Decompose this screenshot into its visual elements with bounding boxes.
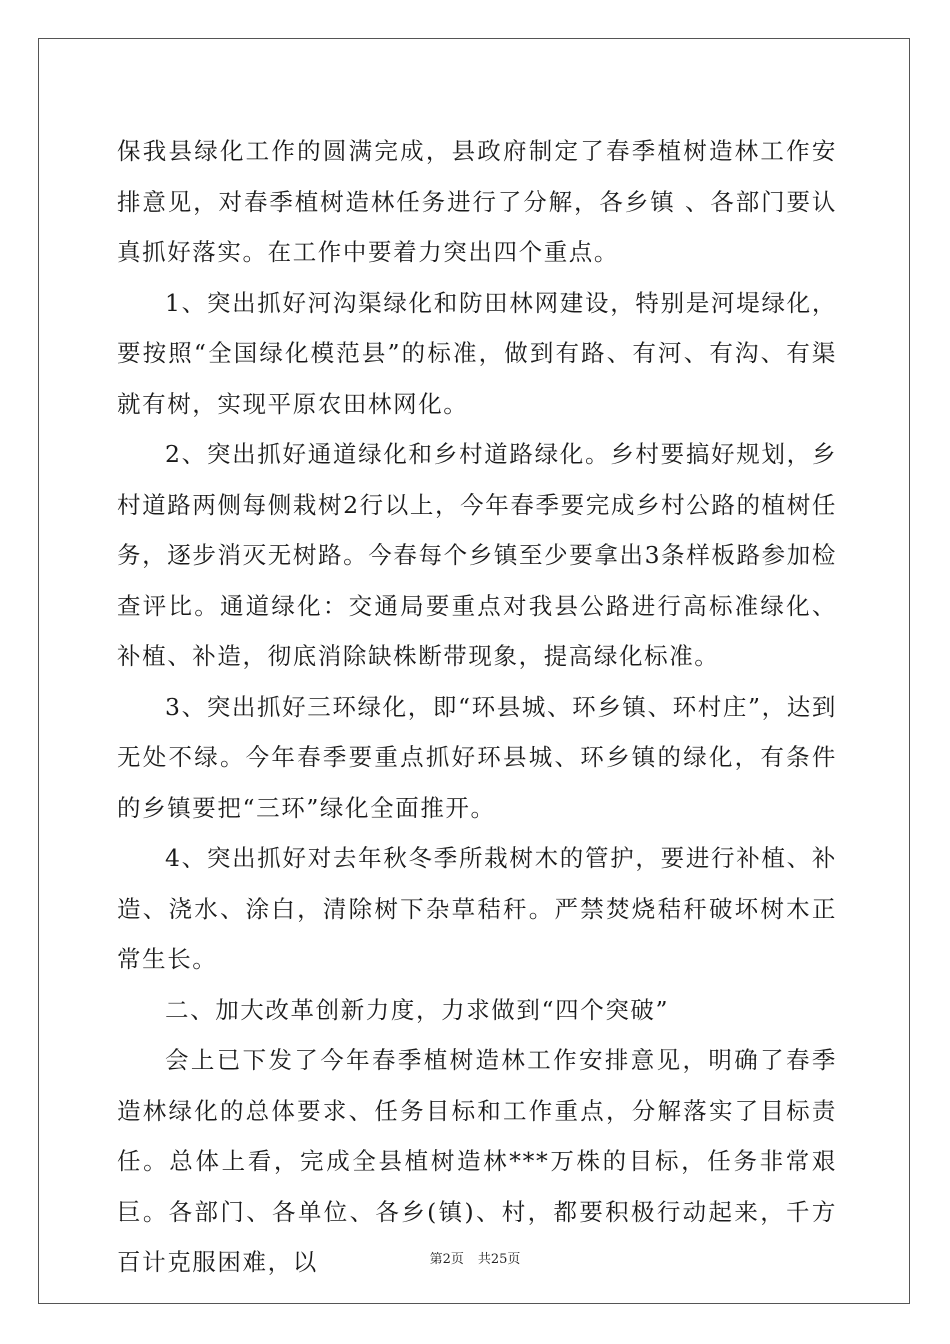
page-total: 共25页 <box>477 1252 521 1267</box>
section-heading: 二、加大改革创新力度，力求做到“四个突破” <box>165 995 670 1024</box>
paragraph: 3、突出抓好三环绿化，即“环县城、环乡镇、环村庄”，达到无处不绿。今年春季要重点抓好环县城、环乡镇的绿化，有条件的乡镇要把“三环”绿化全面推开。 <box>117 692 837 822</box>
page-footer <box>0 1248 950 1267</box>
paragraph: 2、突出抓好通道绿化和乡村道路绿化。乡村要搞好规划，乡村道路两侧每侧栽树2行以上，今年春季要完成乡村公路的植树任务，逐步消灭无树路。今春每个乡镇至少要拿出3条样板路参加检查评比。通道绿化：交通局要重点对我县公路进行高标准绿化、补植、补造，彻底消除缺株断带现象，提高绿化标准。 <box>117 440 837 670</box>
paragraph: 会上已下发了今年春季植树造林工作安排意见，明确了春季造林绿化的总体要求、任务目标和工作重点，分解落实了目标责任。总体上看，完成全县植树造林***万株的目标，任务非常艰巨。各部门、各单位、各乡(镇)、村，都要积极行动起来，千方百计克服困难，以 <box>117 1046 837 1276</box>
paragraph: 4、突出抓好对去年秋冬季所栽树木的管护，要进行补植、补造、浇水、涂白，清除树下杂草秸秆。严禁焚烧秸秆破坏树木正常生长。 <box>117 844 837 973</box>
paragraph: 1、突出抓好河沟渠绿化和防田林网建设，特别是河堤绿化，要按照“全国绿化模范县”的标准，做到有路、有河、有沟、有渠就有树，实现平原农田林网化。 <box>117 288 837 418</box>
paragraph: 保我县绿化工作的圆满完成，县政府制定了春季植树造林工作安排意见，对春季植树造林任务进行了分解，各乡镇 、各部门要认真抓好落实。在工作中要着力突出四个重点。 <box>117 137 837 266</box>
document-body <box>117 126 837 1288</box>
page-number: 第2页 <box>429 1252 464 1267</box>
